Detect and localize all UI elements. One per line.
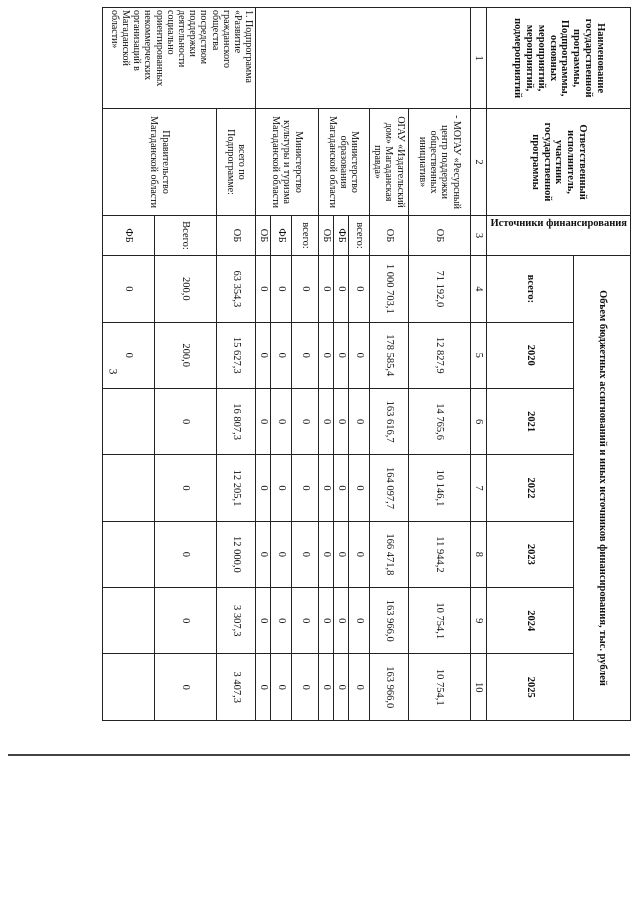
column-number-row: [470, 8, 486, 721]
table-row: [154, 8, 216, 721]
header-source-text: Источники финансирования: [490, 217, 627, 229]
value-cell: 0: [103, 256, 155, 322]
header-year: всего:: [487, 256, 574, 322]
value-cell: [103, 455, 155, 521]
value-cell: 0: [154, 654, 216, 721]
value-cell: 0: [333, 388, 348, 454]
value-cell: 164 097,7: [369, 455, 408, 521]
value-cell: 0: [154, 455, 216, 521]
source-cell: Всего:: [154, 215, 216, 255]
value-cell: 0: [349, 588, 370, 654]
value-cell: 12 000,0: [216, 521, 255, 587]
value-cell: 0: [349, 256, 370, 322]
value-cell: 11 944,2: [408, 521, 470, 587]
value-cell: 16 807,3: [216, 388, 255, 454]
col-number: 6: [470, 388, 486, 454]
table-row: [369, 8, 408, 721]
value-cell: [103, 388, 155, 454]
source-cell: ОБ: [318, 215, 333, 255]
value-cell: 0: [256, 588, 271, 654]
value-cell: 0: [333, 521, 348, 587]
value-cell: 0: [318, 521, 333, 587]
value-cell: 0: [291, 388, 318, 454]
source-cell: ФБ: [333, 215, 348, 255]
value-cell: 0: [333, 654, 348, 721]
value-cell: 10 754,1: [408, 588, 470, 654]
header-name: Наименование государственной программы, Подпрограммы, основных мероприятий, мероприятий, подмероприятий: [487, 8, 631, 109]
source-cell: всего:: [349, 215, 370, 255]
header-year: 2024: [487, 588, 574, 654]
subprogram-name-cell: 1. Подпрограмма «Развитие гражданского общества посредством поддержки деятельности социально ориентированных некоммерческих организаций в Магаданской области»: [103, 8, 256, 109]
value-cell: 0: [103, 322, 155, 388]
value-cell: 0: [271, 388, 292, 454]
value-cell: 200,0: [154, 256, 216, 322]
value-cell: 163 616,7: [369, 388, 408, 454]
source-cell: ФБ: [271, 215, 292, 255]
value-cell: 0: [349, 654, 370, 721]
value-cell: [103, 588, 155, 654]
value-cell: 10 146,1: [408, 455, 470, 521]
col-number: 2: [470, 109, 486, 216]
value-cell: 12 827,9: [408, 322, 470, 388]
header-year: 2023: [487, 521, 574, 587]
header-year: 2025: [487, 654, 574, 721]
value-cell: 0: [333, 588, 348, 654]
value-cell: 12 205,1: [216, 455, 255, 521]
value-cell: 0: [349, 388, 370, 454]
source-cell: всего:: [291, 215, 318, 255]
value-cell: 3 407,3: [216, 654, 255, 721]
source-cell: ФБ: [103, 215, 155, 255]
value-cell: 15 627,3: [216, 322, 255, 388]
col-number: 7: [470, 455, 486, 521]
value-cell: 0: [256, 455, 271, 521]
value-cell: 0: [291, 521, 318, 587]
value-cell: 163 966,0: [369, 588, 408, 654]
value-cell: [103, 521, 155, 587]
col-number: 4: [470, 256, 486, 322]
responsible-cell: Министерство образования Магаданской области: [318, 109, 369, 216]
col-number: 10: [470, 654, 486, 721]
value-cell: 0: [318, 654, 333, 721]
value-cell: 0: [271, 322, 292, 388]
value-cell: 0: [318, 322, 333, 388]
value-cell: 0: [271, 588, 292, 654]
name-cell: [256, 8, 471, 109]
value-cell: 0: [291, 588, 318, 654]
value-cell: 63 354,3: [216, 256, 255, 322]
col-number: 3: [470, 215, 486, 255]
header-year: 2020: [487, 322, 574, 388]
page-number: 3: [106, 368, 121, 375]
source-cell: ОБ: [216, 215, 255, 255]
value-cell: 0: [256, 521, 271, 587]
value-cell: 163 966,0: [369, 654, 408, 721]
value-cell: 14 765,6: [408, 388, 470, 454]
value-cell: 0: [291, 322, 318, 388]
responsible-cell: ОГАУ «Издательский дом» Магаданская правда»: [369, 109, 408, 216]
header-volume: Объем бюджетных ассигнований и иных источников финансирования, тыс. рублей: [574, 256, 631, 721]
source-cell: ОБ: [369, 215, 408, 255]
responsible-cell: Министерство культуры и туризма Магаданской области: [256, 109, 319, 216]
value-cell: 10 754,1: [408, 654, 470, 721]
value-cell: 0: [271, 521, 292, 587]
value-cell: 200,0: [154, 322, 216, 388]
value-cell: 0: [154, 588, 216, 654]
value-cell: 0: [154, 388, 216, 454]
table-row: [216, 8, 255, 721]
value-cell: 0: [333, 455, 348, 521]
responsible-cell: всего по Подпрограмме:: [216, 109, 255, 216]
value-cell: 0: [333, 256, 348, 322]
value-cell: 166 471,8: [369, 521, 408, 587]
value-cell: 0: [291, 455, 318, 521]
value-cell: 0: [318, 256, 333, 322]
value-cell: 0: [349, 455, 370, 521]
value-cell: 0: [333, 322, 348, 388]
responsible-cell: - МОГАУ «Ресурсный центр поддержки общественных инициатив»: [408, 109, 470, 216]
value-cell: 0: [349, 521, 370, 587]
value-cell: 0: [318, 388, 333, 454]
col-number: 8: [470, 521, 486, 587]
header-year: 2022: [487, 455, 574, 521]
source-cell: ОБ: [408, 215, 470, 255]
value-cell: 0: [154, 521, 216, 587]
value-cell: 0: [271, 455, 292, 521]
header-source: [487, 215, 631, 255]
value-cell: 178 585,4: [369, 322, 408, 388]
rotated-table-wrapper: [102, 7, 631, 721]
table-row: [349, 8, 370, 721]
table-row: [291, 8, 318, 721]
value-cell: 0: [318, 455, 333, 521]
col-number: 1: [470, 8, 486, 109]
table-row: [408, 8, 470, 721]
value-cell: [103, 654, 155, 721]
value-cell: 0: [291, 256, 318, 322]
horizontal-rule: [8, 754, 630, 756]
value-cell: 0: [271, 256, 292, 322]
responsible-cell: Правительство Магаданской области: [103, 109, 217, 216]
value-cell: 71 192,0: [408, 256, 470, 322]
value-cell: 0: [256, 322, 271, 388]
value-cell: 0: [349, 322, 370, 388]
value-cell: 0: [318, 588, 333, 654]
header-responsible: Ответственный исполнитель, участник государственной программы: [487, 109, 631, 216]
value-cell: 3 307,3: [216, 588, 255, 654]
col-number: 9: [470, 588, 486, 654]
header-year: 2021: [487, 388, 574, 454]
value-cell: 0: [256, 654, 271, 721]
value-cell: 0: [271, 654, 292, 721]
value-cell: 0: [256, 388, 271, 454]
value-cell: 0: [256, 256, 271, 322]
value-cell: 0: [291, 654, 318, 721]
col-number: 5: [470, 322, 486, 388]
funding-table: [102, 7, 631, 721]
source-cell: ОБ: [256, 215, 271, 255]
value-cell: 1 000 703,1: [369, 256, 408, 322]
